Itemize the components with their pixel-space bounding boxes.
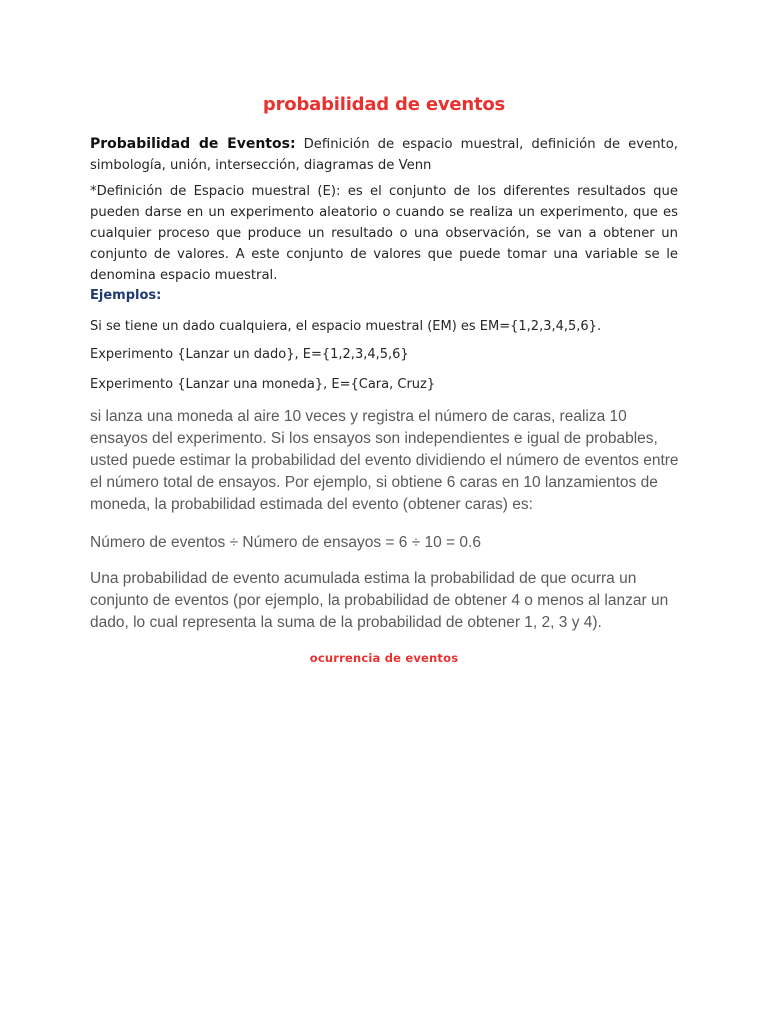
definition-paragraph: *Definición de Espacio muestral (E): es el conjunto de los diferentes resultados que pueden darse en un experimento aleatorio o cuando se realiza un experimento, que es cualquier proceso que produce un resultado o una observación, se van a obtener un conjunto de valores. A este conjunto de valores que puede tomar una variable se le denomina espacio muestral. [90, 184, 678, 283]
section-subheading: ocurrencia de eventos [309, 651, 459, 665]
intro-text: Definición de espacio muestral, definición de evento, simbología, unión, intersección, diagramas de Venn [90, 137, 678, 173]
examples-heading: Ejemplos: [90, 288, 162, 303]
document-title: probabilidad de eventos [262, 94, 506, 115]
example-line-3: Experimento {Lanzar una moneda}, E={Cara, Cruz} [90, 377, 436, 392]
probability-formula: Número de eventos ÷ Número de ensayos = 6 ÷ 10 = 0.6 [90, 534, 481, 551]
example-line-2: Experimento {Lanzar un dado}, E={1,2,3,4,5,6} [90, 347, 409, 362]
coin-toss-paragraph: si lanza una moneda al aire 10 veces y registra el número de caras, realiza 10 ensayos del experimento. Si los ensayos son independientes e igual de probables, usted puede estimar la probabilidad del evento dividiendo el número de eventos entre el número total de ensayos. Por ejemplo, si obtiene 6 caras en 10 lanzamientos de moneda, la probabilidad estimada del evento (obtener caras) es: [90, 408, 679, 513]
intro-paragraph [90, 134, 678, 176]
example-line-1: Si se tiene un dado cualquiera, el espacio muestral (EM) es EM={1,2,3,4,5,6}. [90, 319, 602, 334]
cumulative-probability-paragraph: Una probabilidad de evento acumulada estima la probabilidad de que ocurra un conjunto de eventos (por ejemplo, la probabilidad de obtener 4 o menos al lanzar un dado, lo cual representa la suma de la probabilidad de obtener 1, 2, 3 y 4). [90, 570, 669, 631]
intro-bold-label: Probabilidad de Eventos: [90, 136, 296, 152]
